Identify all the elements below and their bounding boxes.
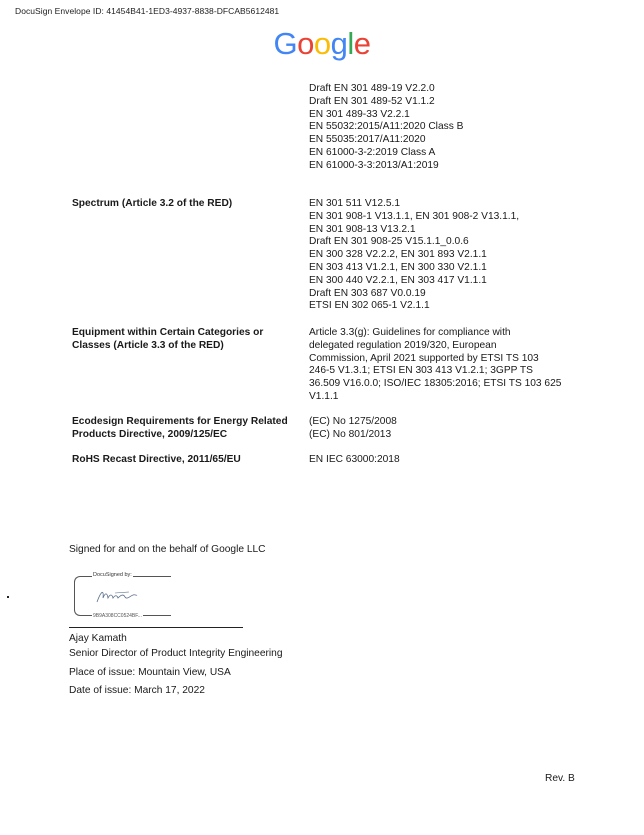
standard-item: EN 301 908-13 V13.2.1	[309, 223, 416, 235]
standard-item: Draft EN 301 489-19 V2.2.0	[309, 83, 435, 94]
google-logo	[0, 27, 644, 61]
standard-item: EN 303 413 V1.2.1, EN 300 330 V2.1.1	[309, 261, 487, 273]
docusign-signature-box	[74, 572, 171, 619]
standard-item: EN 300 328 V2.2.2, EN 301 893 V2.1.1	[309, 249, 487, 261]
standard-item: EN 61000-3-2:2019 Class A	[309, 146, 436, 158]
logo-letter: e	[353, 26, 371, 61]
docusign-envelope-id: DocuSign Envelope ID: 41454B41-1ED3-4937-8838-DFCAB5612481	[15, 6, 280, 16]
standard-item: EN 301 908-1 V13.1.1, EN 301 908-2 V13.1.1,	[309, 210, 520, 222]
docusign-signature-id: 9B9A308CC0524BF...	[93, 613, 142, 619]
logo-letter: l	[347, 26, 354, 61]
standard-item: EN 301 489-33 V2.2.1	[309, 108, 410, 120]
standard-item: EN 55035:2017/A11:2020	[309, 134, 426, 146]
equipment-standards-list	[309, 327, 561, 404]
revision-label: Rev. B	[545, 773, 575, 784]
signature-line	[69, 627, 243, 628]
rohs-standards-list	[309, 454, 400, 467]
standard-item: Article 3.3(g): Guidelines for compliance with	[309, 327, 511, 338]
standard-item: Draft EN 301 489-52 V1.1.2	[309, 95, 435, 107]
ecodesign-standards-list	[309, 416, 397, 442]
handwritten-signature	[95, 587, 139, 605]
margin-dot	[7, 596, 9, 598]
standard-item: Draft EN 303 687 V0.0.19	[309, 287, 426, 299]
standard-item: EN 300 440 V2.2.1, EN 303 417 V1.1.1	[309, 274, 487, 286]
standard-item: EN 55032:2015/A11:2020 Class B	[309, 121, 464, 133]
signed-for-statement: Signed for and on the behalf of Google LLC	[69, 544, 266, 555]
logo-letter: G	[273, 26, 298, 61]
date-of-issue: Date of issue: March 17, 2022	[69, 685, 205, 696]
logo-letter: o	[297, 26, 314, 61]
section-label-rohs: RoHS Recast Directive, 2011/65/EU	[72, 454, 241, 465]
standard-item: EN 61000-3-3:2013/A1:2019	[309, 159, 439, 171]
standard-item: EN 301 511 V12.5.1	[309, 198, 401, 209]
standard-item: delegated regulation 2019/320, European	[309, 339, 497, 351]
standard-item: V1.1.1	[309, 390, 339, 402]
standard-item: 246-5 V1.3.1; ETSI EN 303 413 V1.2.1; 3GPP TS	[309, 365, 533, 377]
logo-letter: g	[330, 26, 348, 61]
docusign-title: DocuSigned by:	[93, 572, 132, 578]
standard-item: ETSI EN 302 065-1 V2.1.1	[309, 300, 430, 312]
signatory-name: Ajay Kamath	[69, 633, 127, 644]
standard-item: Draft EN 301 908-25 V15.1.1_0.0.6	[309, 236, 469, 248]
place-of-issue: Place of issue: Mountain View, USA	[69, 667, 231, 678]
section-label-ecodesign: Ecodesign Requirements for Energy Related Products Directive, 2009/125/EC	[72, 416, 288, 440]
standard-item: 36.509 V16.0.0; ISO/IEC 18305:2016; ETSI TS 103 625	[309, 378, 562, 390]
section-label-equipment-categories: Equipment within Certain Categories or Classes (Article 3.3 of the RED)	[72, 327, 264, 351]
signatory-title: Senior Director of Product Integrity Engineering	[69, 648, 283, 659]
standard-item: (EC) No 1275/2008	[309, 416, 397, 427]
continued-standards-list	[309, 83, 463, 173]
standard-item: Commission, April 2021 supported by ETSI TS 103	[309, 352, 539, 364]
standard-item: EN IEC 63000:2018	[309, 454, 400, 465]
section-label-spectrum: Spectrum (Article 3.2 of the RED)	[72, 198, 233, 209]
standard-item: (EC) No 801/2013	[309, 428, 392, 440]
spectrum-standards-list	[309, 198, 519, 313]
logo-letter: o	[313, 26, 331, 61]
